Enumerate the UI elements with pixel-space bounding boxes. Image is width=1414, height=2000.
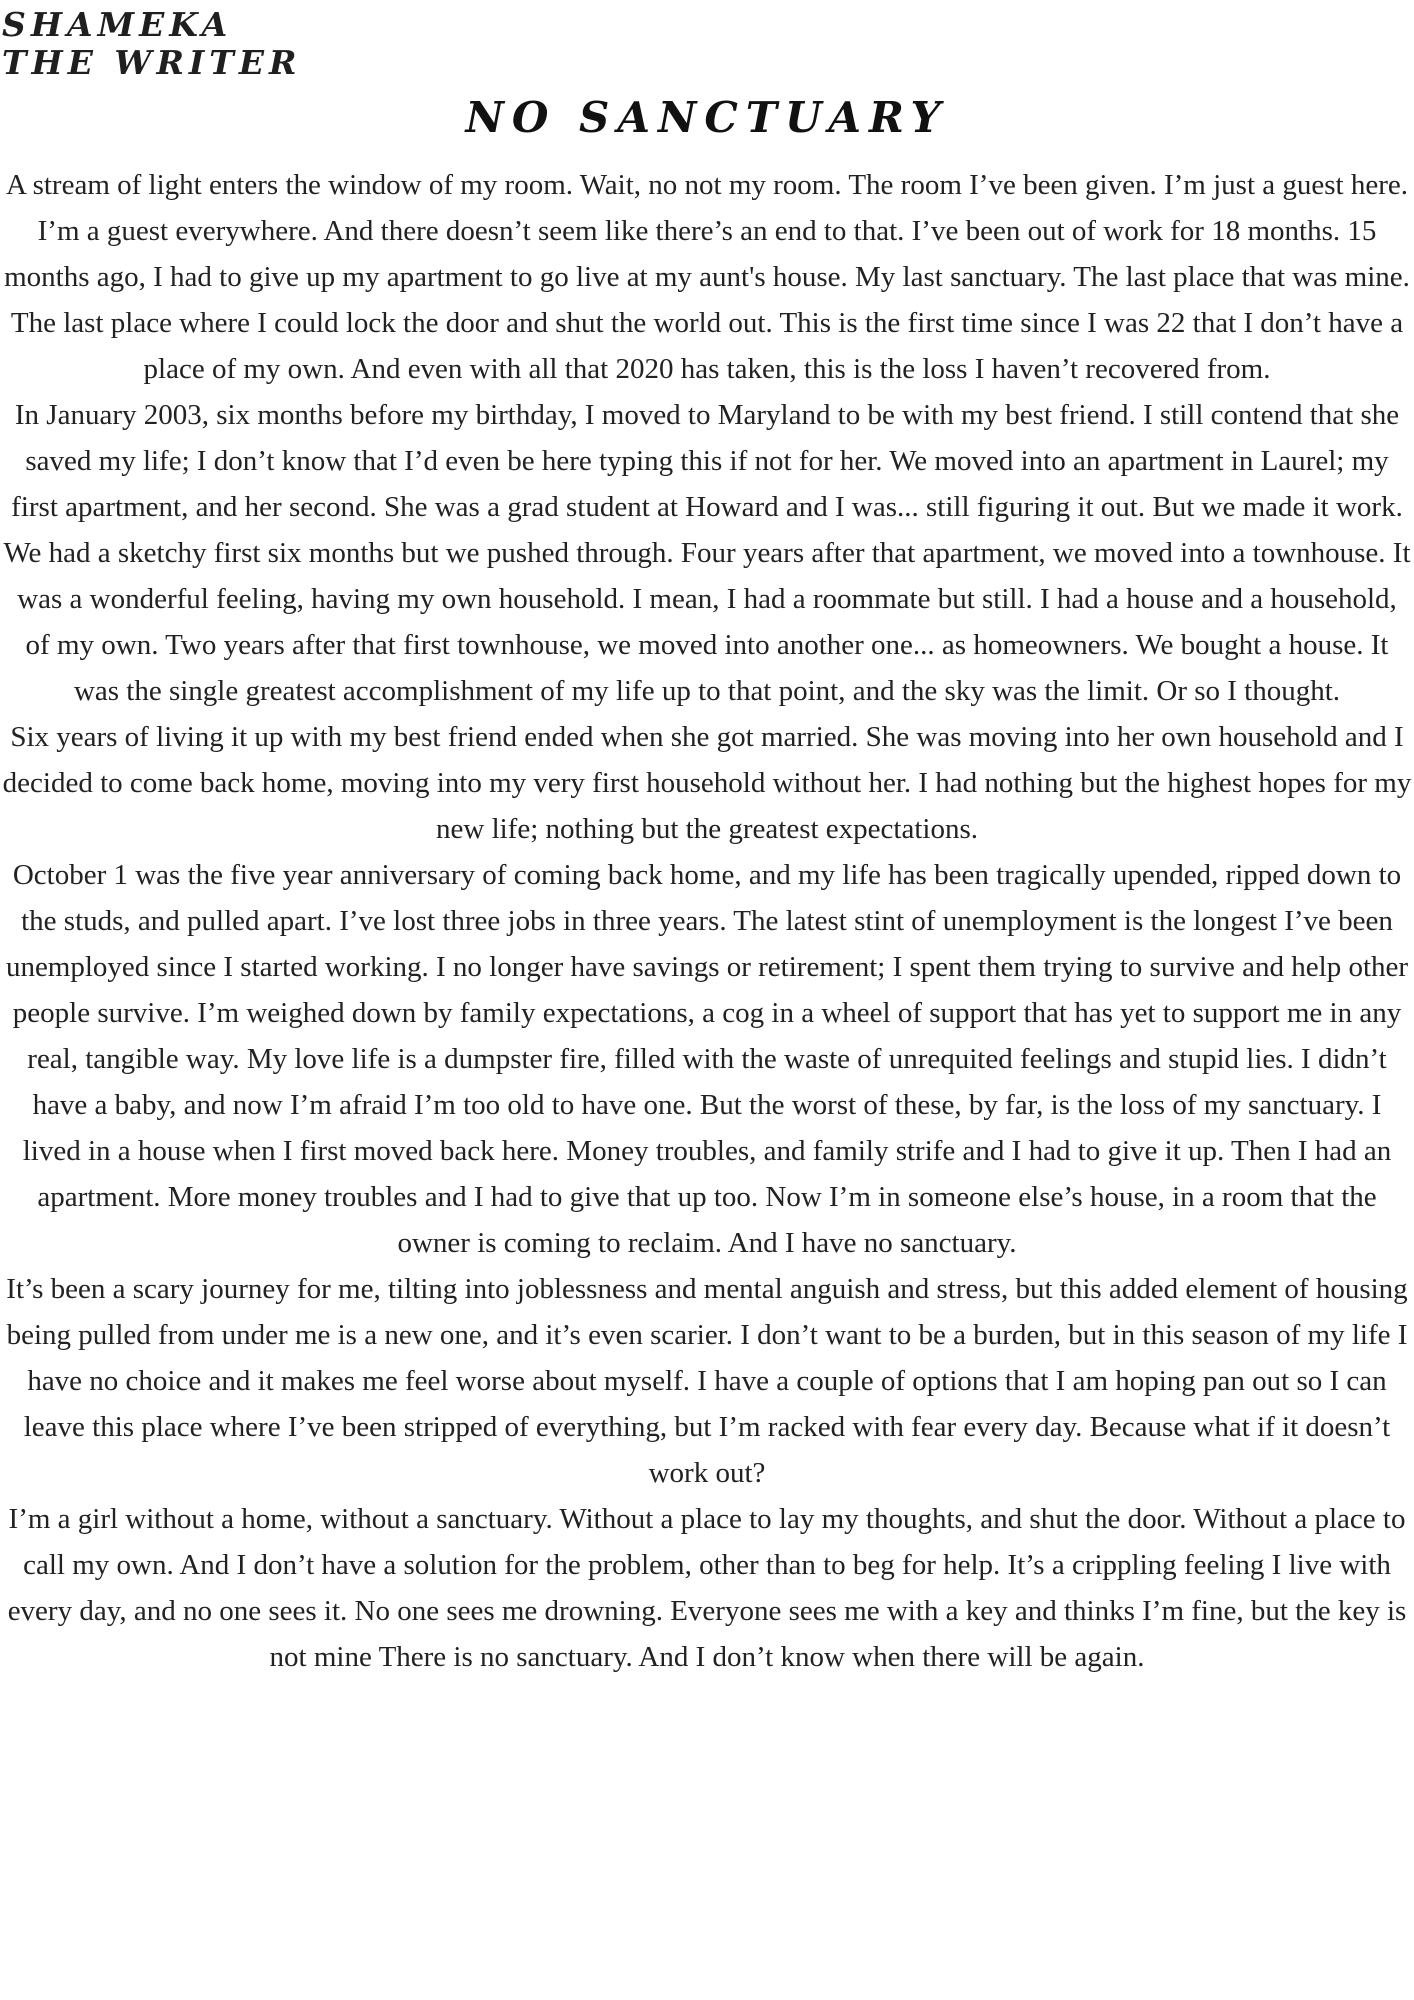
article-body — [0, 162, 1414, 1680]
paragraph-2: In January 2003, six months before my birthday, I moved to Maryland to be with my best friend. I still contend that she saved my life; I don’t know that I’d even be here typing this if not for her. We moved into an apartment in Laurel; my first apartment, and her second. She was a grad student at Howard and I was... still figuring it out. But we made it work. We had a sketchy first six months but we pushed through. Four years after that apartment, we moved into a townhouse. It was a wonderful feeling, having my own household. I mean, I had a roommate but still. I had a house and a household, of my own. Two years after that first townhouse, we moved into another one... as homeowners. We bought a house. It was the single greatest accomplishment of my life up to that point, and the sky was the limit. Or so I thought. — [3, 399, 1411, 707]
paragraph-1: A stream of light enters the window of my room. Wait, no not my room. The room I’ve been given. I’m just a guest here. I’m a guest everywhere. And there doesn’t seem like there’s an end to that. I’ve been out of work for 18 months. 15 months ago, I had to give up my apartment to go live at my aunt's house. My last sanctuary. The last place that was mine. The last place where I could lock the door and shut the world out. This is the first time since I was 22 that I don’t have a place of my own. And even with all that 2020 has taken, this is the loss I haven’t recovered from. — [4, 169, 1410, 385]
paragraph-6: I’m a girl without a home, without a sanctuary. Without a place to lay my thoughts, and shut the door. Without a place to call my own. And I don’t have a solution for the problem, other than to beg for help. It’s a crippling feeling I live with every day, and no one sees it. No one sees me drowning. Everyone sees me with a key and thinks I’m fine, but the key is not mine There is no sanctuary. And I don’t know when there will be again. — [7, 1503, 1407, 1673]
author-name: SHAMEKA THE WRITER — [2, 5, 302, 82]
page-title: NO SANCTUARY — [465, 93, 949, 142]
paragraph-4: October 1 was the five year anniversary of coming back home, and my life has been tragically upended, ripped down to the studs, and pulled apart. I’ve lost three jobs in three years. The latest stint of unemployment is the longest I’ve been unemployed since I started working. I no longer have savings or retirement; I spent them trying to survive and help other people survive. I’m weighed down by family expectations, a cog in a wheel of support that has yet to support me in any real, tangible way. My love life is a dumpster fire, filled with the waste of unrequited feelings and stupid lies. I didn’t have a baby, and now I’m afraid I’m too old to have one. But the worst of these, by far, is the loss of my sanctuary. I lived in a house when I first moved back here. Money troubles, and family strife and I had to give it up. Then I had an apartment. More money troubles and I had to give that up too. Now I’m in someone else’s house, in a room that the owner is coming to reclaim. And I have no sanctuary. — [5, 859, 1409, 1259]
paragraph-3: Six years of living it up with my best friend ended when she got married. She was moving into her own household and I decided to come back home, moving into my very first household without her. I had nothing but the highest hopes for my new life; nothing but the greatest expectations. — [2, 721, 1412, 845]
paragraph-5: It’s been a scary journey for me, tilting into joblessness and mental anguish and stress, but this added element of housing being pulled from under me is a new one, and it’s even scarier. I don’t want to be a burden, but in this season of my life I have no choice and it makes me feel worse about myself. I have a couple of options that I am hoping pan out so I can leave this place where I’ve been stripped of everything, but I’m racked with fear every day. Because what if it doesn’t work out? — [6, 1273, 1408, 1489]
